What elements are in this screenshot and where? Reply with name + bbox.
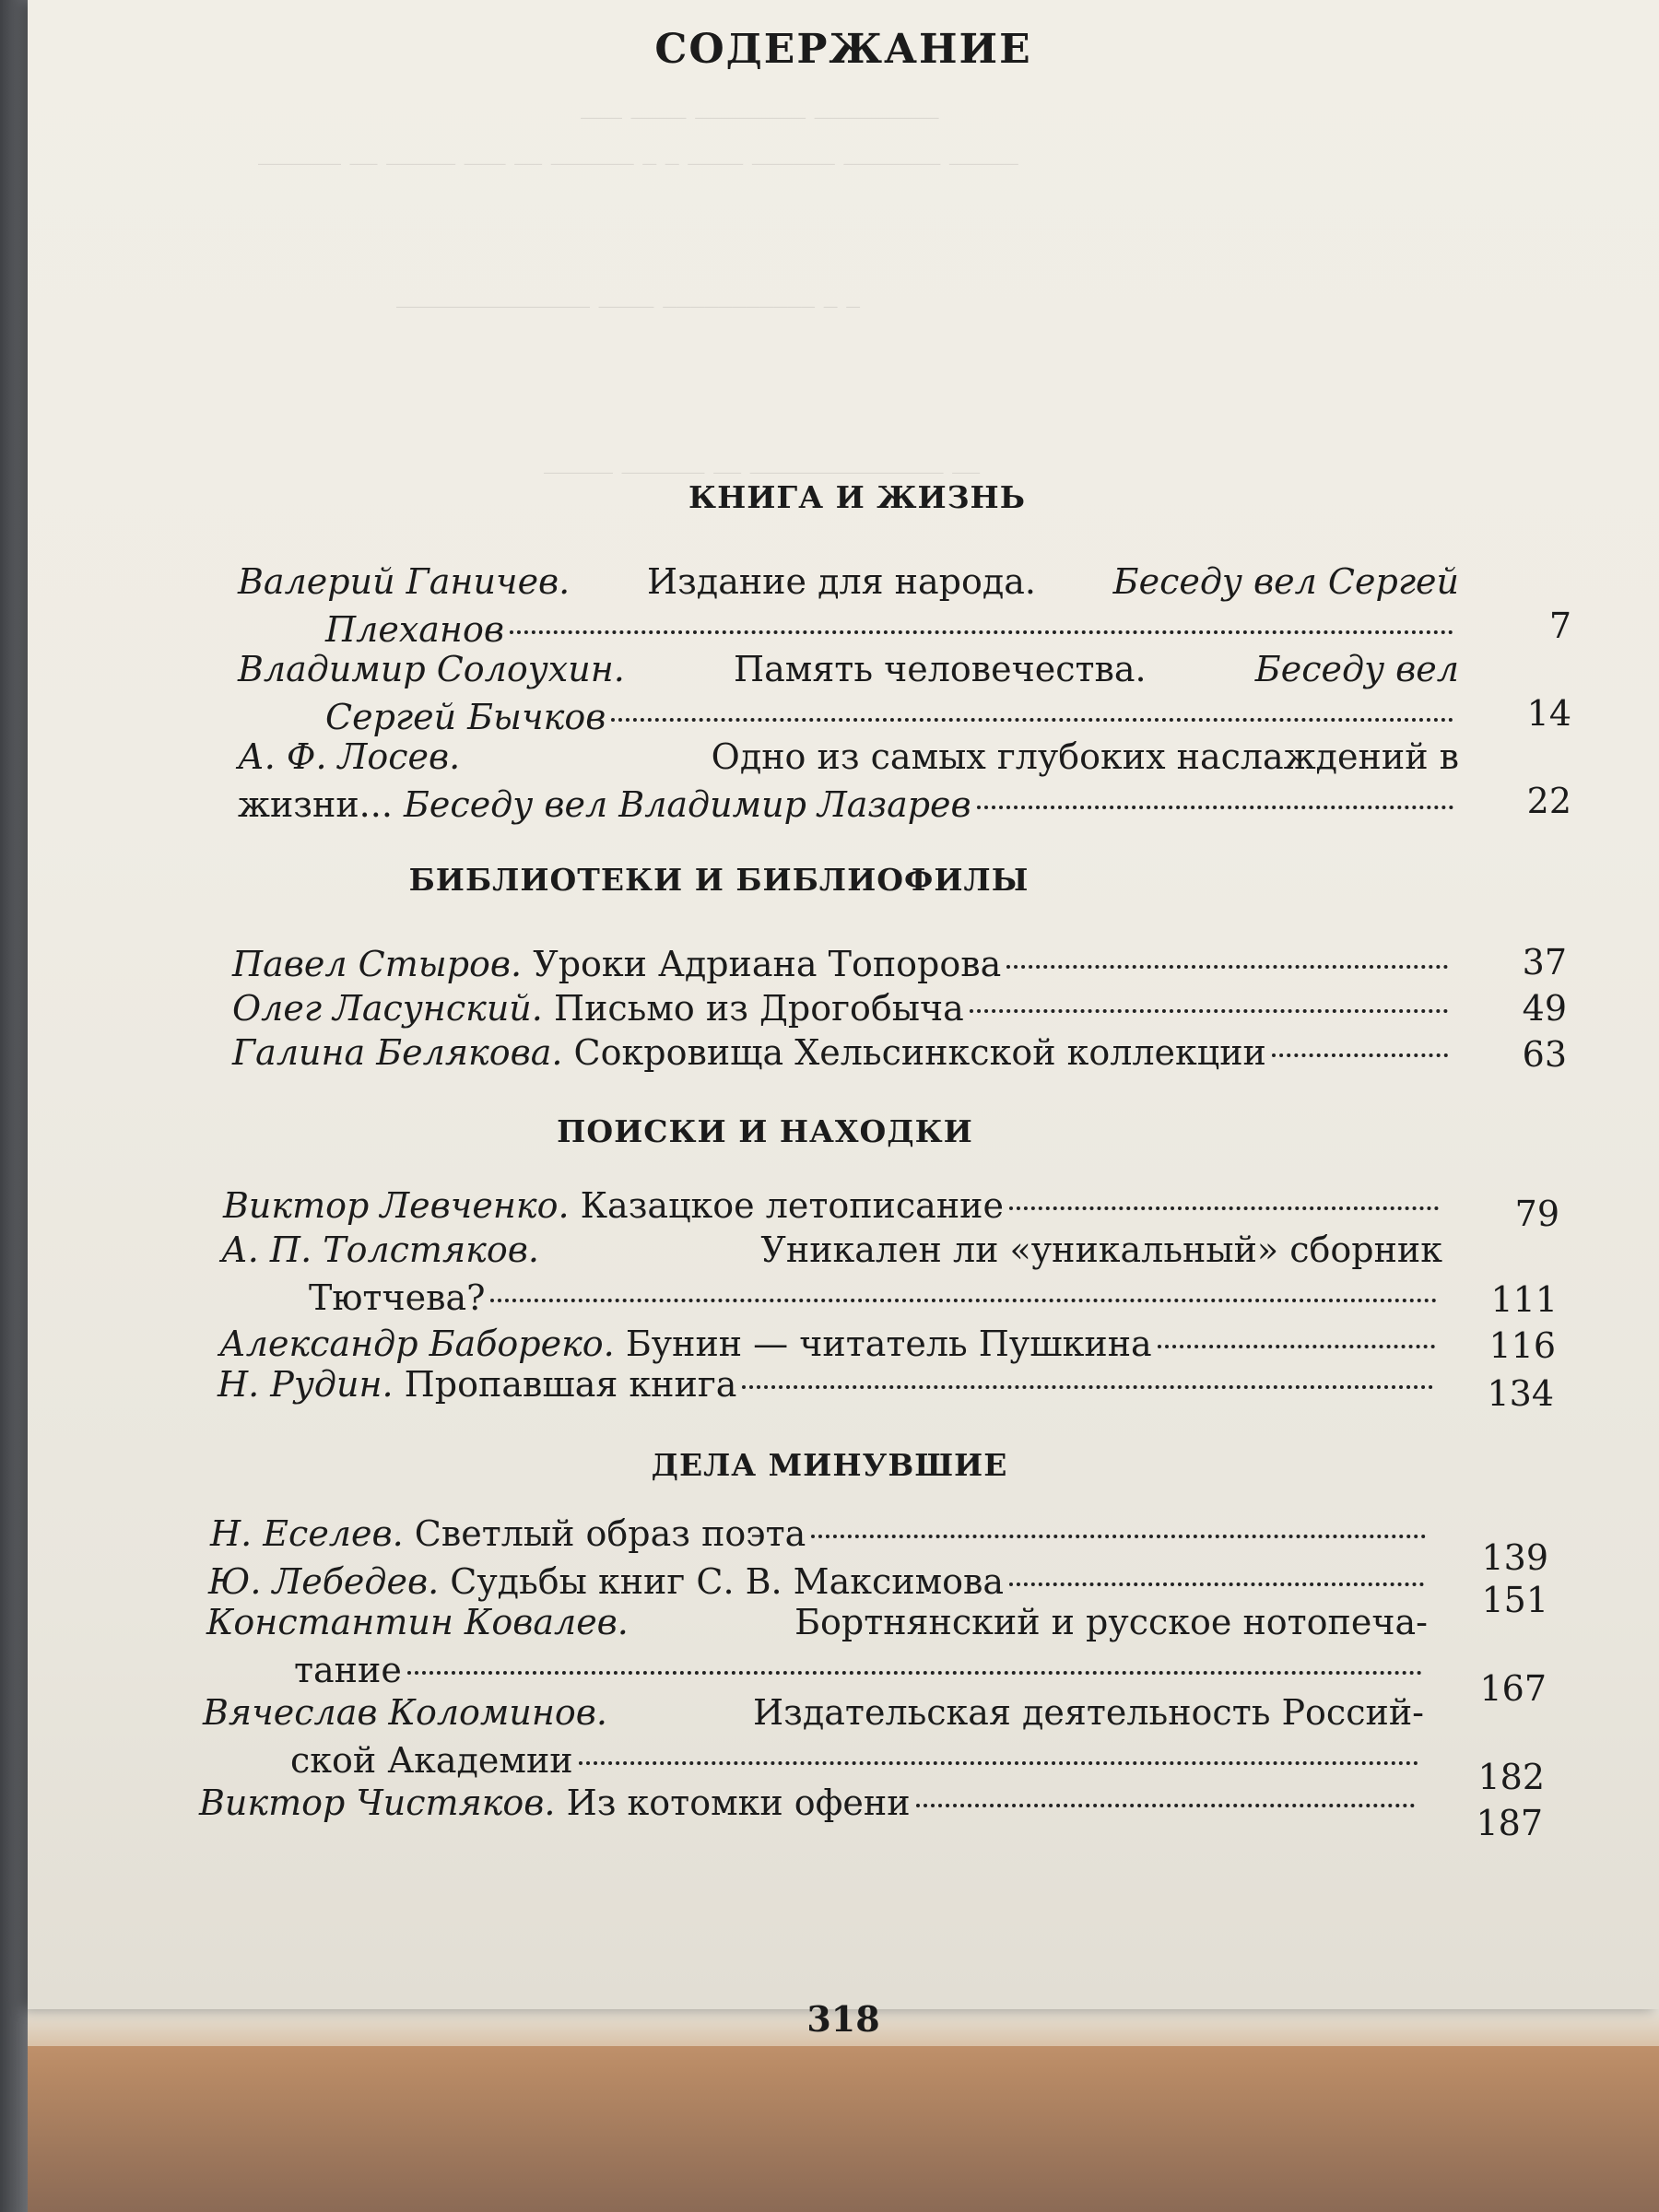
entry-page-number: 187: [1476, 1803, 1543, 1843]
entry-author: Павел Стыров.: [232, 944, 523, 984]
entry-author: Константин Ковалев.: [206, 1602, 629, 1642]
entry-title-cont: жизни...: [238, 784, 393, 825]
toc-entry: [199, 1779, 1420, 1827]
bleed-through-text: _________ ________ ____ ___: [581, 88, 939, 120]
bleed-through-text: _ _ ___________ ____ ______________: [396, 276, 861, 309]
entry-title: Из котомки офени: [566, 1783, 911, 1823]
entry-title: Письмо из Дрогобыча: [553, 988, 964, 1029]
toc-entry: [232, 984, 1453, 1032]
dot-leader: [490, 1299, 1437, 1302]
entry-title: Память человечества.: [733, 649, 1147, 689]
entry-title: Издание для народа.: [646, 561, 1036, 602]
section-heading: КНИГА И ЖИЗНЬ: [688, 479, 1026, 515]
entry-page-number: 116: [1488, 1325, 1556, 1366]
entry-author: Валерий Ганичев.: [238, 561, 571, 602]
dot-leader: [977, 806, 1453, 809]
entry-page-number: 14: [1526, 693, 1571, 734]
dot-leader: [579, 1761, 1418, 1765]
dot-leader: [970, 1009, 1448, 1013]
dot-leader: [1158, 1345, 1435, 1348]
entry-title: Судьбы книг С. В. Максимова: [450, 1561, 1005, 1602]
bleed-through-text: _____ _______ ______ ____ _ _ ______ __ ___ _____ __ ______: [258, 134, 1018, 166]
entry-title: Одно из самых глубоких наслаждений в: [711, 736, 1459, 777]
entry-author: А. П. Толстяков.: [221, 1230, 539, 1270]
page-title: СОДЕРЖАНИЕ: [654, 26, 1032, 73]
page-number: 318: [806, 1998, 880, 2040]
entry-author: Н. Рудин.: [218, 1364, 394, 1405]
entry-subtitle: Беседу вел Владимир Лазарев: [404, 784, 971, 825]
entry-title: Казацкое летописание: [580, 1185, 1004, 1226]
dot-leader: [407, 1671, 1422, 1675]
entry-author: Галина Белякова.: [232, 1032, 563, 1073]
entry-page-number: 63: [1522, 1034, 1567, 1075]
book-page: [28, 0, 1659, 2040]
dot-leader: [611, 718, 1453, 722]
toc-entry: [238, 558, 1459, 653]
entry-page-number: 7: [1548, 606, 1571, 646]
entry-page-number: 111: [1490, 1279, 1558, 1320]
entry-page-number: 37: [1522, 942, 1567, 982]
dot-leader: [742, 1385, 1433, 1389]
entry-title: Сокровища Хельсинкской коллекции: [573, 1032, 1266, 1073]
entry-title: Светлый образ поэта: [414, 1513, 806, 1554]
dot-leader: [510, 630, 1453, 634]
entry-page-number: 139: [1481, 1537, 1548, 1578]
dot-leader: [1009, 1206, 1439, 1210]
toc-entry: [206, 1598, 1428, 1694]
toc-entry: [221, 1226, 1442, 1322]
entry-title-cont: тание: [294, 1650, 402, 1690]
toc-entry: [232, 1029, 1453, 1077]
entry-title: Издательская деятельность Россий-: [753, 1692, 1424, 1733]
entry-page-number: 79: [1514, 1194, 1559, 1234]
entry-page-number: 22: [1526, 781, 1571, 821]
entry-page-number: 134: [1487, 1373, 1554, 1414]
entry-page-number: 167: [1479, 1668, 1547, 1709]
toc-entry: [210, 1510, 1431, 1558]
entry-author: Ю. Лебедев.: [208, 1561, 440, 1602]
entry-subtitle-cont: Сергей Бычков: [325, 697, 606, 737]
entry-title: Уникален ли «уникальный» сборник: [760, 1230, 1442, 1270]
section-heading: БИБЛИОТЕКИ И БИБЛИОФИЛЫ: [408, 862, 1030, 898]
section-heading: ДЕЛА МИНУВШИЕ: [651, 1447, 1008, 1483]
toc-entry: [238, 733, 1459, 829]
dot-leader: [1006, 965, 1448, 969]
entry-subtitle: Беседу вел Сергей: [1112, 561, 1459, 602]
entry-title: Бунин — читатель Пушкина: [625, 1324, 1152, 1364]
entry-author: Владимир Солоухин.: [238, 649, 625, 689]
entry-author: Вячеслав Коломинов.: [203, 1692, 607, 1733]
dot-leader: [1009, 1583, 1424, 1586]
toc-entry: [232, 940, 1453, 988]
entry-subtitle: Беседу вел: [1254, 649, 1459, 689]
entry-title: Бортнянский и русское нотопеча-: [794, 1602, 1428, 1642]
entry-page-number: 182: [1477, 1757, 1545, 1797]
entry-author: Александр Бабореко.: [219, 1324, 615, 1364]
entry-subtitle-cont: Плеханов: [325, 609, 504, 650]
toc-entry: [238, 645, 1459, 741]
entry-author: Виктор Чистяков.: [199, 1783, 556, 1823]
dot-leader: [916, 1804, 1415, 1807]
entry-title: Уроки Адриана Топорова: [533, 944, 1002, 984]
entry-title-cont: ской Академии: [290, 1740, 573, 1781]
entry-author: Олег Ласунский.: [232, 988, 543, 1029]
bleed-through-text: __ ______________ __ ______ _____: [544, 442, 981, 475]
toc-entry: [223, 1182, 1444, 1230]
dot-leader: [811, 1535, 1426, 1538]
entry-page-number: 49: [1522, 988, 1567, 1029]
toc-entry: [203, 1688, 1424, 1784]
page-edge: [28, 2009, 1659, 2212]
entry-author: Виктор Левченко.: [223, 1185, 570, 1226]
toc-entry: [218, 1360, 1439, 1408]
entry-title: Пропавшая книга: [404, 1364, 737, 1405]
entry-author: А. Ф. Лосев.: [238, 736, 461, 777]
dot-leader: [1272, 1053, 1448, 1057]
entry-title-cont: Тютчева?: [309, 1277, 486, 1318]
section-heading: ПОИСКИ И НАХОДКИ: [557, 1113, 973, 1149]
entry-author: Н. Еселев.: [210, 1513, 404, 1554]
entry-page-number: 151: [1481, 1580, 1548, 1620]
